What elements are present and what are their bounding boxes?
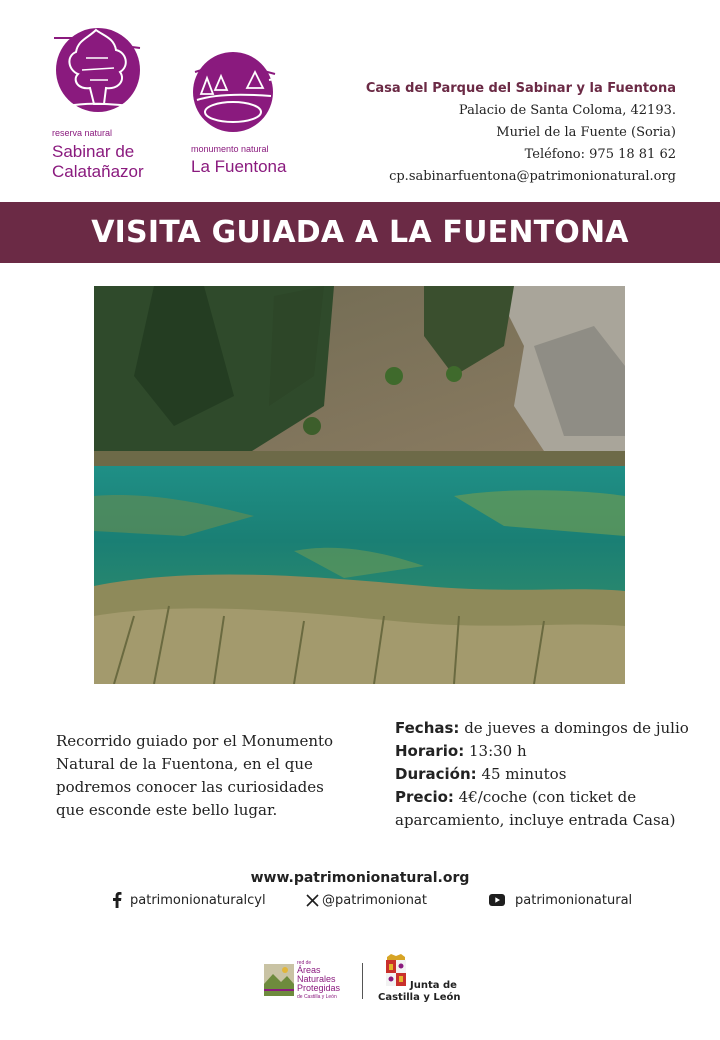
youtube-handle: patrimonionatural: [515, 892, 633, 908]
social-youtube[interactable]: [489, 890, 632, 910]
duracion-value: 45 minutos: [476, 765, 567, 783]
detail-horario: [395, 740, 705, 763]
junta-line2: Castilla y León: [378, 992, 461, 1003]
fuentona-lake-photo: [94, 286, 625, 684]
horario-label: Horario:: [395, 742, 465, 760]
title-banner: [0, 202, 720, 263]
junta-line1: Junta de: [410, 980, 457, 991]
social-facebook[interactable]: [112, 890, 266, 910]
fuentona-landscape-logo-icon: [185, 50, 285, 136]
detail-fechas: [395, 717, 705, 740]
fechas-label: Fechas:: [395, 719, 460, 737]
castilla-leon-shield-icon: [384, 954, 408, 988]
x-handle: @patrimonionat: [322, 892, 427, 908]
logo-la-fuentona: [185, 50, 305, 180]
precio-value: 4€/coche (con ticket de aparcamiento, incluye entrada Casa): [395, 788, 676, 829]
duracion-label: Duración:: [395, 765, 477, 783]
contact-email[interactable]: cp.sabinarfuentona@patrimonionatural.org: [389, 169, 676, 184]
contact-address-line2: Muriel de la Fuente (Soria): [496, 125, 676, 140]
page-title: VISITA GUIADA A LA FUENTONA: [91, 215, 629, 250]
logo-sabinar-calatanazor: [46, 18, 176, 188]
logo-sabinar-line1: Sabinar de: [52, 142, 135, 161]
logo-sabinar-line2: Calatañazor: [52, 162, 144, 181]
red-areas-naturales-icon: [263, 962, 295, 998]
sabinar-tree-logo-icon: [48, 18, 148, 118]
logo-fuentona-subtitle: monumento natural: [191, 144, 269, 154]
red-line3: Protegidas: [297, 983, 341, 993]
youtube-icon: [489, 894, 505, 906]
contact-address-line1: Palacio de Santa Coloma, 42193.: [458, 103, 676, 118]
logo-sabinar-subtitle: reserva natural: [52, 128, 113, 138]
footer-divider: [362, 963, 363, 999]
website-link[interactable]: www.patrimonionatural.org: [250, 870, 470, 886]
red-line2: Naturales: [297, 974, 336, 984]
contact-title: Casa del Parque del Sabinar y la Fuentona: [365, 81, 676, 96]
lake-landscape-image: [94, 286, 625, 684]
horario-value: 13:30 h: [464, 742, 527, 760]
visit-details: [395, 717, 705, 832]
detail-precio: [395, 786, 705, 832]
facebook-handle: patrimonionaturalcyl: [130, 892, 266, 908]
precio-label: Precio:: [395, 788, 454, 806]
red-small-text: red de: [297, 960, 312, 966]
red-line1: Áreas: [297, 965, 321, 975]
detail-duracion: [395, 763, 705, 786]
contact-block: [366, 78, 676, 188]
facebook-icon: [112, 892, 122, 908]
x-icon: [306, 894, 319, 907]
fechas-value: de jueves a domingos de julio: [459, 719, 689, 737]
red-small-text2: de Castilla y León: [297, 994, 337, 1000]
logo-junta-castilla-leon: [378, 954, 468, 1006]
logo-fuentona-title: La Fuentona: [191, 157, 287, 176]
social-x[interactable]: [306, 890, 427, 910]
contact-phone: Teléfono: 975 18 81 62: [524, 147, 676, 162]
logo-red-areas-naturales: [263, 960, 353, 1002]
visit-description: Recorrido guiado por el Monumento Natural de la Fuentona, en el que podremos conocer las curiosidades que esconde este bello lugar.: [56, 732, 334, 819]
